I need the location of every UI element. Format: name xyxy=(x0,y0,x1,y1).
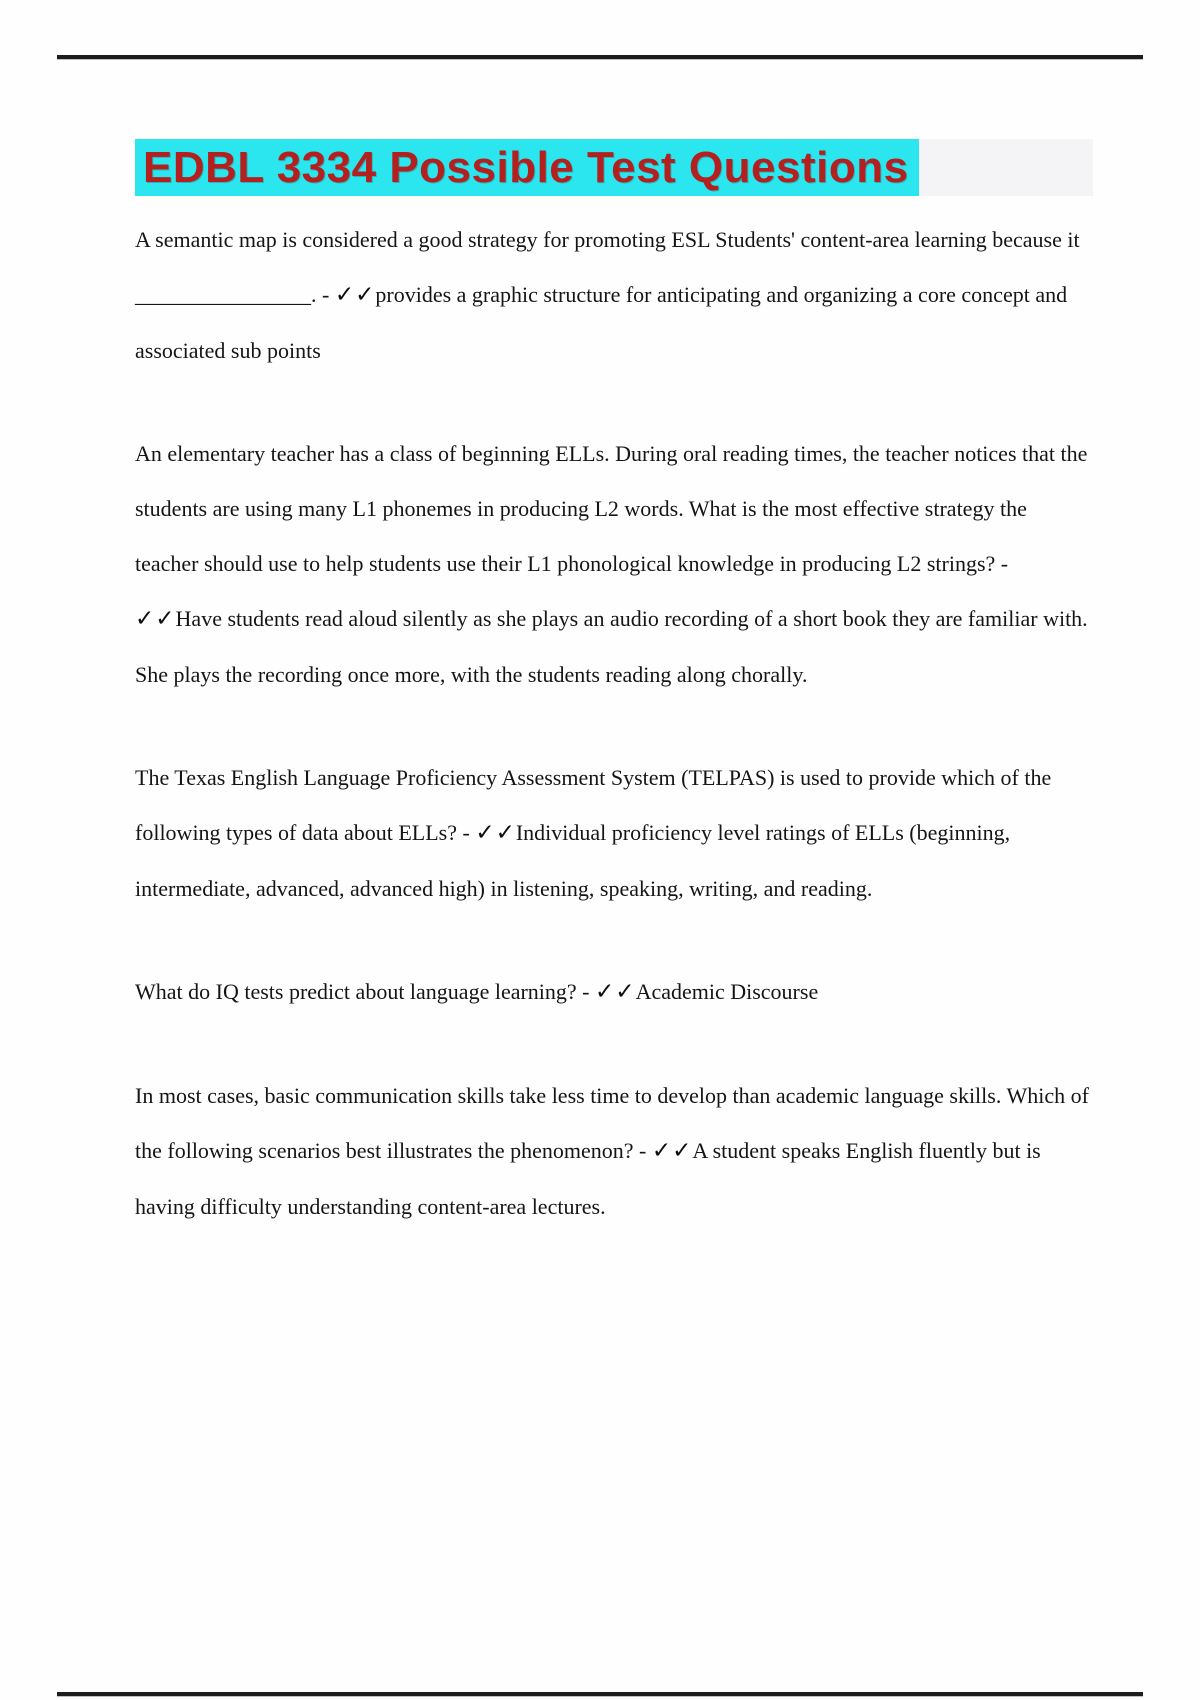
qa-item xyxy=(135,212,1090,378)
double-check-icon: ✓✓ xyxy=(595,979,636,1005)
qa-item xyxy=(135,426,1090,702)
answer-text: A student speaks English fluently but is having difficulty understanding content-area lectures. xyxy=(135,1138,1041,1219)
double-check-icon: ✓✓ xyxy=(475,820,516,846)
answer-text: Academic Discourse xyxy=(635,979,819,1004)
top-border-rule xyxy=(57,55,1143,59)
question-text: The Texas English Language Proficiency Assessment System (TELPAS) is used to provide which of the following types of data about ELLs? - xyxy=(135,765,1052,845)
bottom-border-rule xyxy=(57,1692,1143,1696)
qa-item xyxy=(135,964,1090,1020)
question-text: A semantic map is considered a good strategy for promoting ESL Students' content-area learning because it ________________. - xyxy=(135,227,1080,307)
double-check-icon: ✓✓ xyxy=(135,606,176,632)
question-text: In most cases, basic communication skills take less time to develop than academic language skills. Which of the following scenarios best illustrates the phenomenon? - xyxy=(135,1083,1089,1163)
answer-text: provides a graphic structure for anticipating and organizing a core concept and associated sub points xyxy=(135,282,1068,363)
document-body xyxy=(135,212,1090,1282)
title-row xyxy=(135,139,1093,196)
question-text: What do IQ tests predict about language learning? - xyxy=(135,979,590,1004)
double-check-icon: ✓✓ xyxy=(651,1138,693,1164)
answer-text: Individual proficiency level ratings of ELLs (beginning, intermediate, advanced, advanced high) in listening, speaking, writing, and reading. xyxy=(135,820,1011,901)
qa-item xyxy=(135,750,1090,916)
page-title: EDBL 3334 Possible Test Questions xyxy=(135,139,919,196)
qa-item xyxy=(135,1068,1090,1234)
answer-text: Have students read aloud silently as she plays an audio recording of a short book they are familiar with. She plays the recording once more, with the students reading along chorally. xyxy=(135,606,1088,687)
question-text: An elementary teacher has a class of beginning ELLs. During oral reading times, the teacher notices that the students are using many L1 phonemes in producing L2 words. What is the most effective strategy the teacher should use to help students use their L1 phonological knowledge in producing L2 strings? - xyxy=(135,441,1088,576)
double-check-icon: ✓✓ xyxy=(334,282,376,308)
